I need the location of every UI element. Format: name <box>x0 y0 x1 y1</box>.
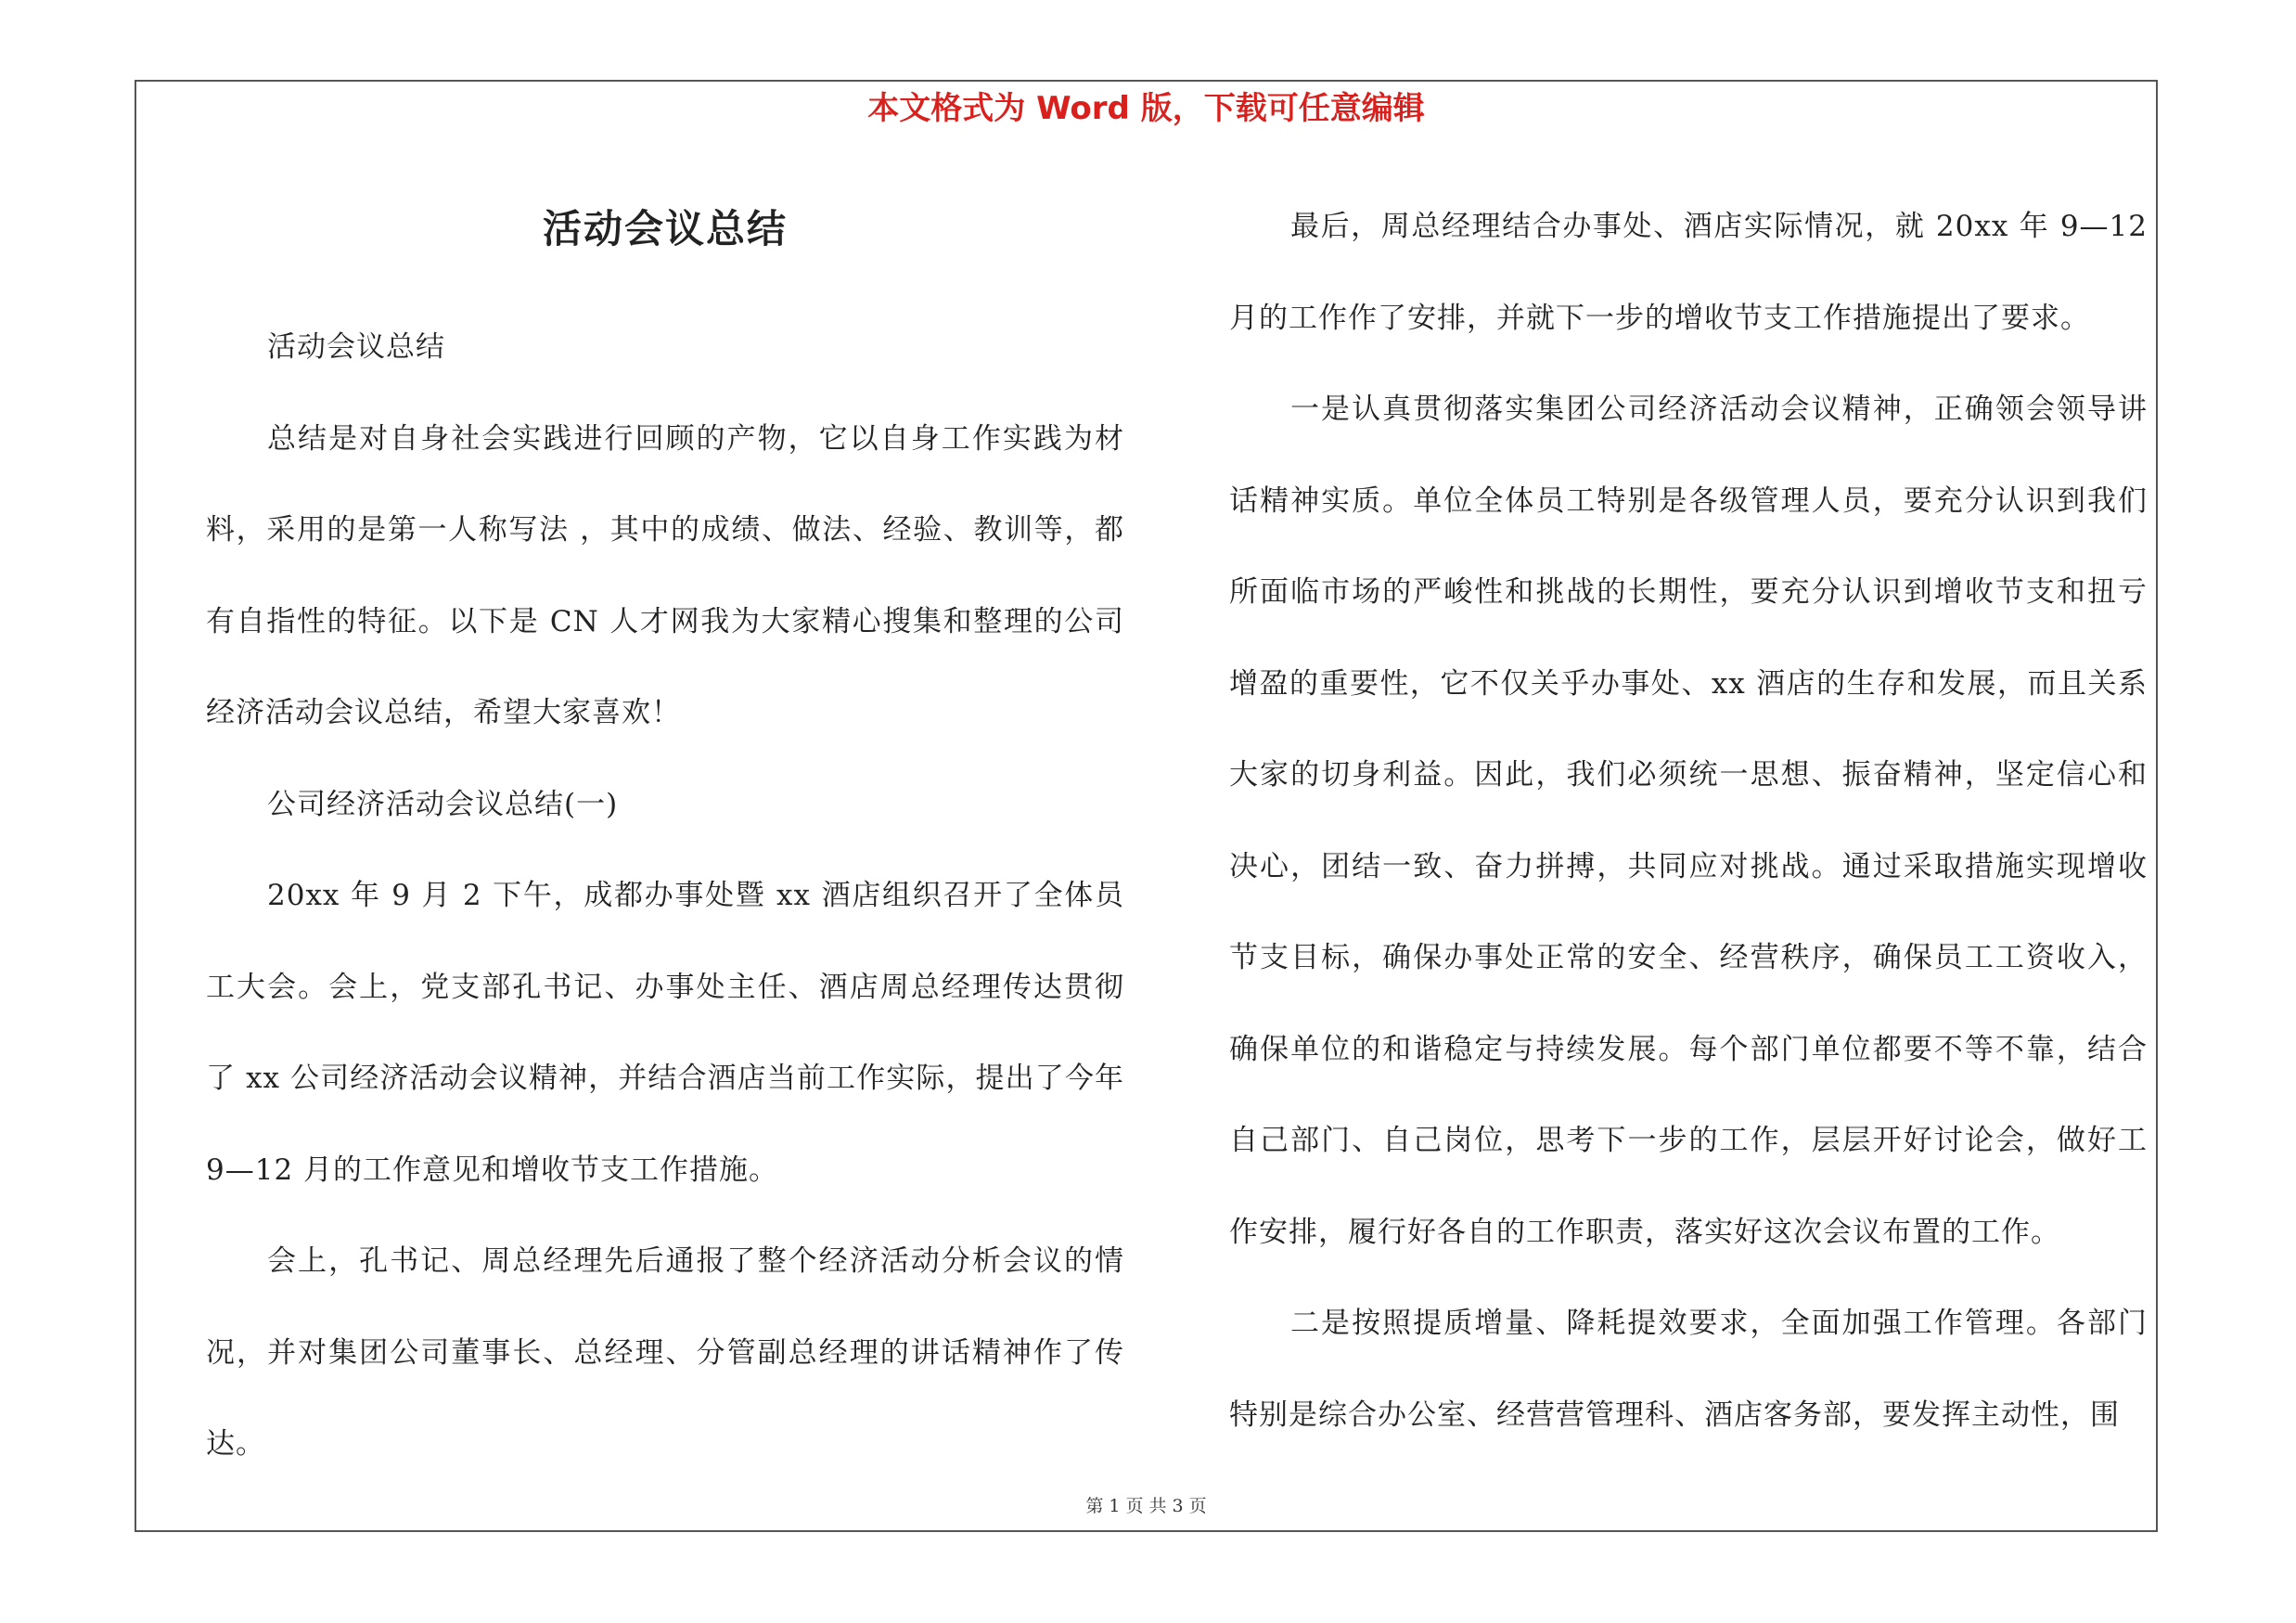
page-number: 第 1 页 共 3 页 <box>1085 1496 1207 1516</box>
paragraph: 活动会议总结 <box>267 330 445 364</box>
left-column <box>206 181 1124 1490</box>
paragraph: 二是按照提质增量、降耗提效要求，全面加强工作管理。各部门特别是综合办公室、经营营管理科、酒店客务部，要发挥主动性，围 <box>1229 1307 2148 1432</box>
paragraph: 会上，孔书记、周总经理先后通报了整个经济活动分析会议的情况，并对集团公司董事长、总经理、分管副总经理的讲话精神作了传达。 <box>206 1244 1124 1461</box>
document-title: 活动会议总结 <box>542 206 788 251</box>
paragraph: 一是认真贯彻落实集团公司经济活动会议精神，正确领会领导讲话精神实质。单位全体员工特别是各级管理人员，要充分认识到我们所面临市场的严峻性和挑战的长期性，要充分认识到增收节支和扭亏增盈的重要性，它不仅关乎办事处、xx 酒店的生存和发展，而且关系大家的切身利益。因此，我们必须统一思想、振奋精神，坚定信心和决心，团结一致、奋力拼搏，共同应对挑战。通过采取措施实现增收节支目标，确保办事处正常的安全、经营秩序，确保员工工资收入，确保单位的和谐稳定与持续发展。每个部门单位都要不等不靠，结合自己部门、自己岗位，思考下一步的工作，层层开好讨论会，做好工作安排，履行好各自的工作职责，落实好这次会议布置的工作。 <box>1229 393 2148 1249</box>
section-heading: 公司经济活动会议总结(一) <box>267 787 619 821</box>
format-banner: 本文格式为 Word 版，下载可任意编辑 <box>867 90 1425 127</box>
paragraph: 总结是对自身社会实践进行回顾的产物，它以自身工作实践为材料，采用的是第一人称写法 ，其中的成绩、做法、经验、教训等，都有自指性的特征。以下是 CN 人才网我为大家精心搜集和整理的公司经济活动会议总结，希望大家喜欢！ <box>206 421 1124 729</box>
right-column <box>1229 181 2148 1461</box>
paragraph: 最后，周总经理结合办事处、酒店实际情况，就 20xx 年 9—12 月的工作作了安排，并就下一步的增收节支工作措施提出了要求。 <box>1229 210 2148 335</box>
paragraph: 20xx 年 9 月 2 下午，成都办事处暨 xx 酒店组织召开了全体员工大会。会上，党支部孔书记、办事处主任、酒店周总经理传达贯彻了 xx 公司经济活动会议精神，并结合酒店当前工作实际，提出了今年 9—12 月的工作意见和增收节支工作措施。 <box>206 879 1124 1187</box>
